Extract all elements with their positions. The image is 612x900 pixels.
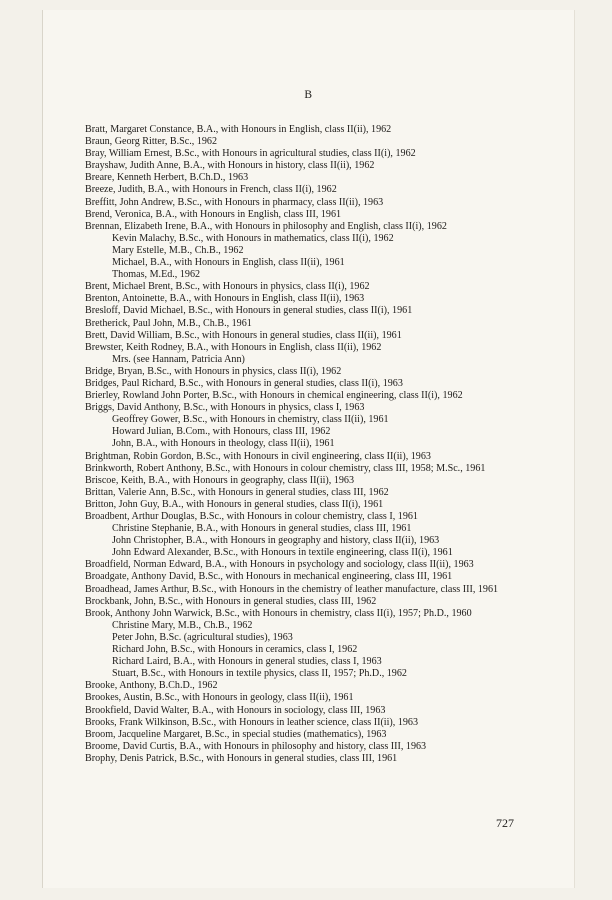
entry: Braun, Georg Ritter, B.Sc., 1962 (85, 136, 218, 148)
entry: Britton, John Guy, B.A., with Honours in general studies, class II(i), 1961 (85, 498, 384, 510)
sub-entry: Christine Stephanie, B.A., with Honours in general studies, class III, 1961 (112, 523, 412, 535)
sub-entry: Howard Julian, B.Com., with Honours, class III, 1962 (112, 426, 331, 438)
book-page (42, 10, 575, 888)
entry: Brewster, Keith Rodney, B.A., with Honours in English, class II(ii), 1962 (85, 341, 382, 353)
entry: Broom, Jacqueline Margaret, B.Sc., in special studies (mathematics), 1963 (85, 728, 387, 740)
sub-entry: Michael, B.A., with Honours in English, class II(ii), 1961 (112, 257, 345, 269)
entry: Breeze, Judith, B.A., with Honours in French, class II(i), 1962 (85, 184, 337, 196)
entry: Brent, Michael Brent, B.Sc., with Honours in physics, class II(i), 1962 (85, 281, 370, 293)
entry: Brierley, Rowland John Porter, B.Sc., with Honours in chemical engineering, class II(i), 1962 (85, 390, 463, 402)
entry: Breffitt, John Andrew, B.Sc., with Honours in pharmacy, class II(ii), 1963 (85, 196, 384, 208)
sub-entry: Geoffrey Gower, B.Sc., with Honours in chemistry, class II(ii), 1961 (112, 414, 389, 426)
entry: Brookes, Austin, B.Sc., with Honours in geology, class II(ii), 1961 (85, 692, 354, 704)
sub-entry: John Christopher, B.A., with Honours in geography and history, class II(ii), 1963 (112, 535, 440, 547)
sub-entry: Kevin Malachy, B.Sc., with Honours in mathematics, class II(i), 1962 (112, 232, 394, 244)
entry: Broadhead, James Arthur, B.Sc., with Honours in the chemistry of leather manufacture, class III, 1961 (85, 583, 499, 595)
sub-entry: John, B.A., with Honours in theology, class II(ii), 1961 (112, 438, 335, 450)
entry: Broadgate, Anthony David, B.Sc., with Honours in mechanical engineering, class III, 1961 (85, 571, 453, 583)
sub-entry: Richard Laird, B.A., with Honours in general studies, class I, 1963 (112, 656, 382, 668)
entry: Brooke, Anthony, B.Ch.D., 1962 (85, 680, 218, 692)
sub-entry: John Edward Alexander, B.Sc., with Honours in textile engineering, class II(i), 1961 (112, 547, 453, 559)
section-letter: B (304, 89, 313, 101)
entry: Brett, David William, B.Sc., with Honours in general studies, class II(ii), 1961 (85, 329, 402, 341)
entry: Brittan, Valerie Ann, B.Sc., with Honours in general studies, class III, 1962 (85, 486, 389, 498)
entry: Briggs, David Anthony, B.Sc., with Honours in physics, class I, 1963 (85, 402, 365, 414)
entry: Bridges, Paul Richard, B.Sc., with Honours in general studies, class II(i), 1963 (85, 377, 403, 389)
entry: Brockbank, John, B.Sc., with Honours in general studies, class III, 1962 (85, 595, 377, 607)
entry: Brinkworth, Robert Anthony, B.Sc., with Honours in colour chemistry, class III, 1958; M.Sc., 1961 (85, 462, 486, 474)
entry: Broadbent, Arthur Douglas, B.Sc., with Honours in colour chemistry, class I, 1961 (85, 511, 418, 522)
entry: Brightman, Robin Gordon, B.Sc., with Honours in civil engineering, class II(ii), 1963 (85, 450, 431, 462)
entry: Brennan, Elizabeth Irene, B.A., with Honours in philosophy and English, class II(i), 1962 (85, 220, 447, 232)
entry: Breare, Kenneth Herbert, B.Ch.D., 1963 (85, 172, 249, 184)
entry: Brayshaw, Judith Anne, B.A., with Honours in history, class II(ii), 1962 (85, 160, 375, 172)
entry: Brookfield, David Walter, B.A., with Honours in sociology, class III, 1963 (85, 704, 386, 716)
entry: Bratt, Margaret Constance, B.A., with Honours in English, class II(ii), 1962 (85, 124, 392, 135)
entry-list (85, 124, 555, 765)
entry: Broadfield, Norman Edward, B.A., with Honours in psychology and sociology, class II(ii), 1963 (85, 559, 474, 571)
entry: Bretherick, Paul John, M.B., Ch.B., 1961 (85, 317, 252, 329)
page-number: 727 (496, 816, 514, 830)
sub-entry: Richard John, B.Sc., with Honours in ceramics, class I, 1962 (112, 644, 358, 656)
entry: Broome, David Curtis, B.A., with Honours in philosophy and history, class III, 1963 (85, 740, 427, 752)
sub-entry: Christine Mary, M.B., Ch.B., 1962 (112, 619, 253, 631)
entry: Bray, William Ernest, B.Sc., with Honours in agricultural studies, class II(i), 1962 (85, 148, 416, 160)
sub-entry: Mary Estelle, M.B., Ch.B., 1962 (112, 244, 244, 256)
sub-entry: Mrs. (see Hannam, Patricia Ann) (112, 353, 245, 365)
sub-entry: Peter John, B.Sc. (agricultural studies), 1963 (112, 631, 293, 643)
entry: Brophy, Denis Patrick, B.Sc., with Honours in general studies, class III, 1961 (85, 752, 398, 764)
entry: Brenton, Antoinette, B.A., with Honours in English, class II(ii), 1963 (85, 293, 365, 305)
entry: Bridge, Bryan, B.Sc., with Honours in physics, class II(i), 1962 (85, 365, 342, 377)
entry: Briscoe, Keith, B.A., with Honours in geography, class II(ii), 1963 (85, 474, 355, 486)
entry: Brend, Veronica, B.A., with Honours in English, class III, 1961 (85, 208, 342, 220)
sub-entry: Thomas, M.Ed., 1962 (112, 269, 201, 281)
sub-entry: Stuart, B.Sc., with Honours in textile physics, class II, 1957; Ph.D., 1962 (112, 668, 407, 680)
entry: Bresloff, David Michael, B.Sc., with Honours in general studies, class II(i), 1961 (85, 305, 413, 317)
entry: Brook, Anthony John Warwick, B.Sc., with Honours in chemistry, class II(i), 1957; Ph.D., 1960 (85, 607, 472, 619)
entry: Brooks, Frank Wilkinson, B.Sc., with Honours in leather science, class II(ii), 1963 (85, 716, 419, 728)
